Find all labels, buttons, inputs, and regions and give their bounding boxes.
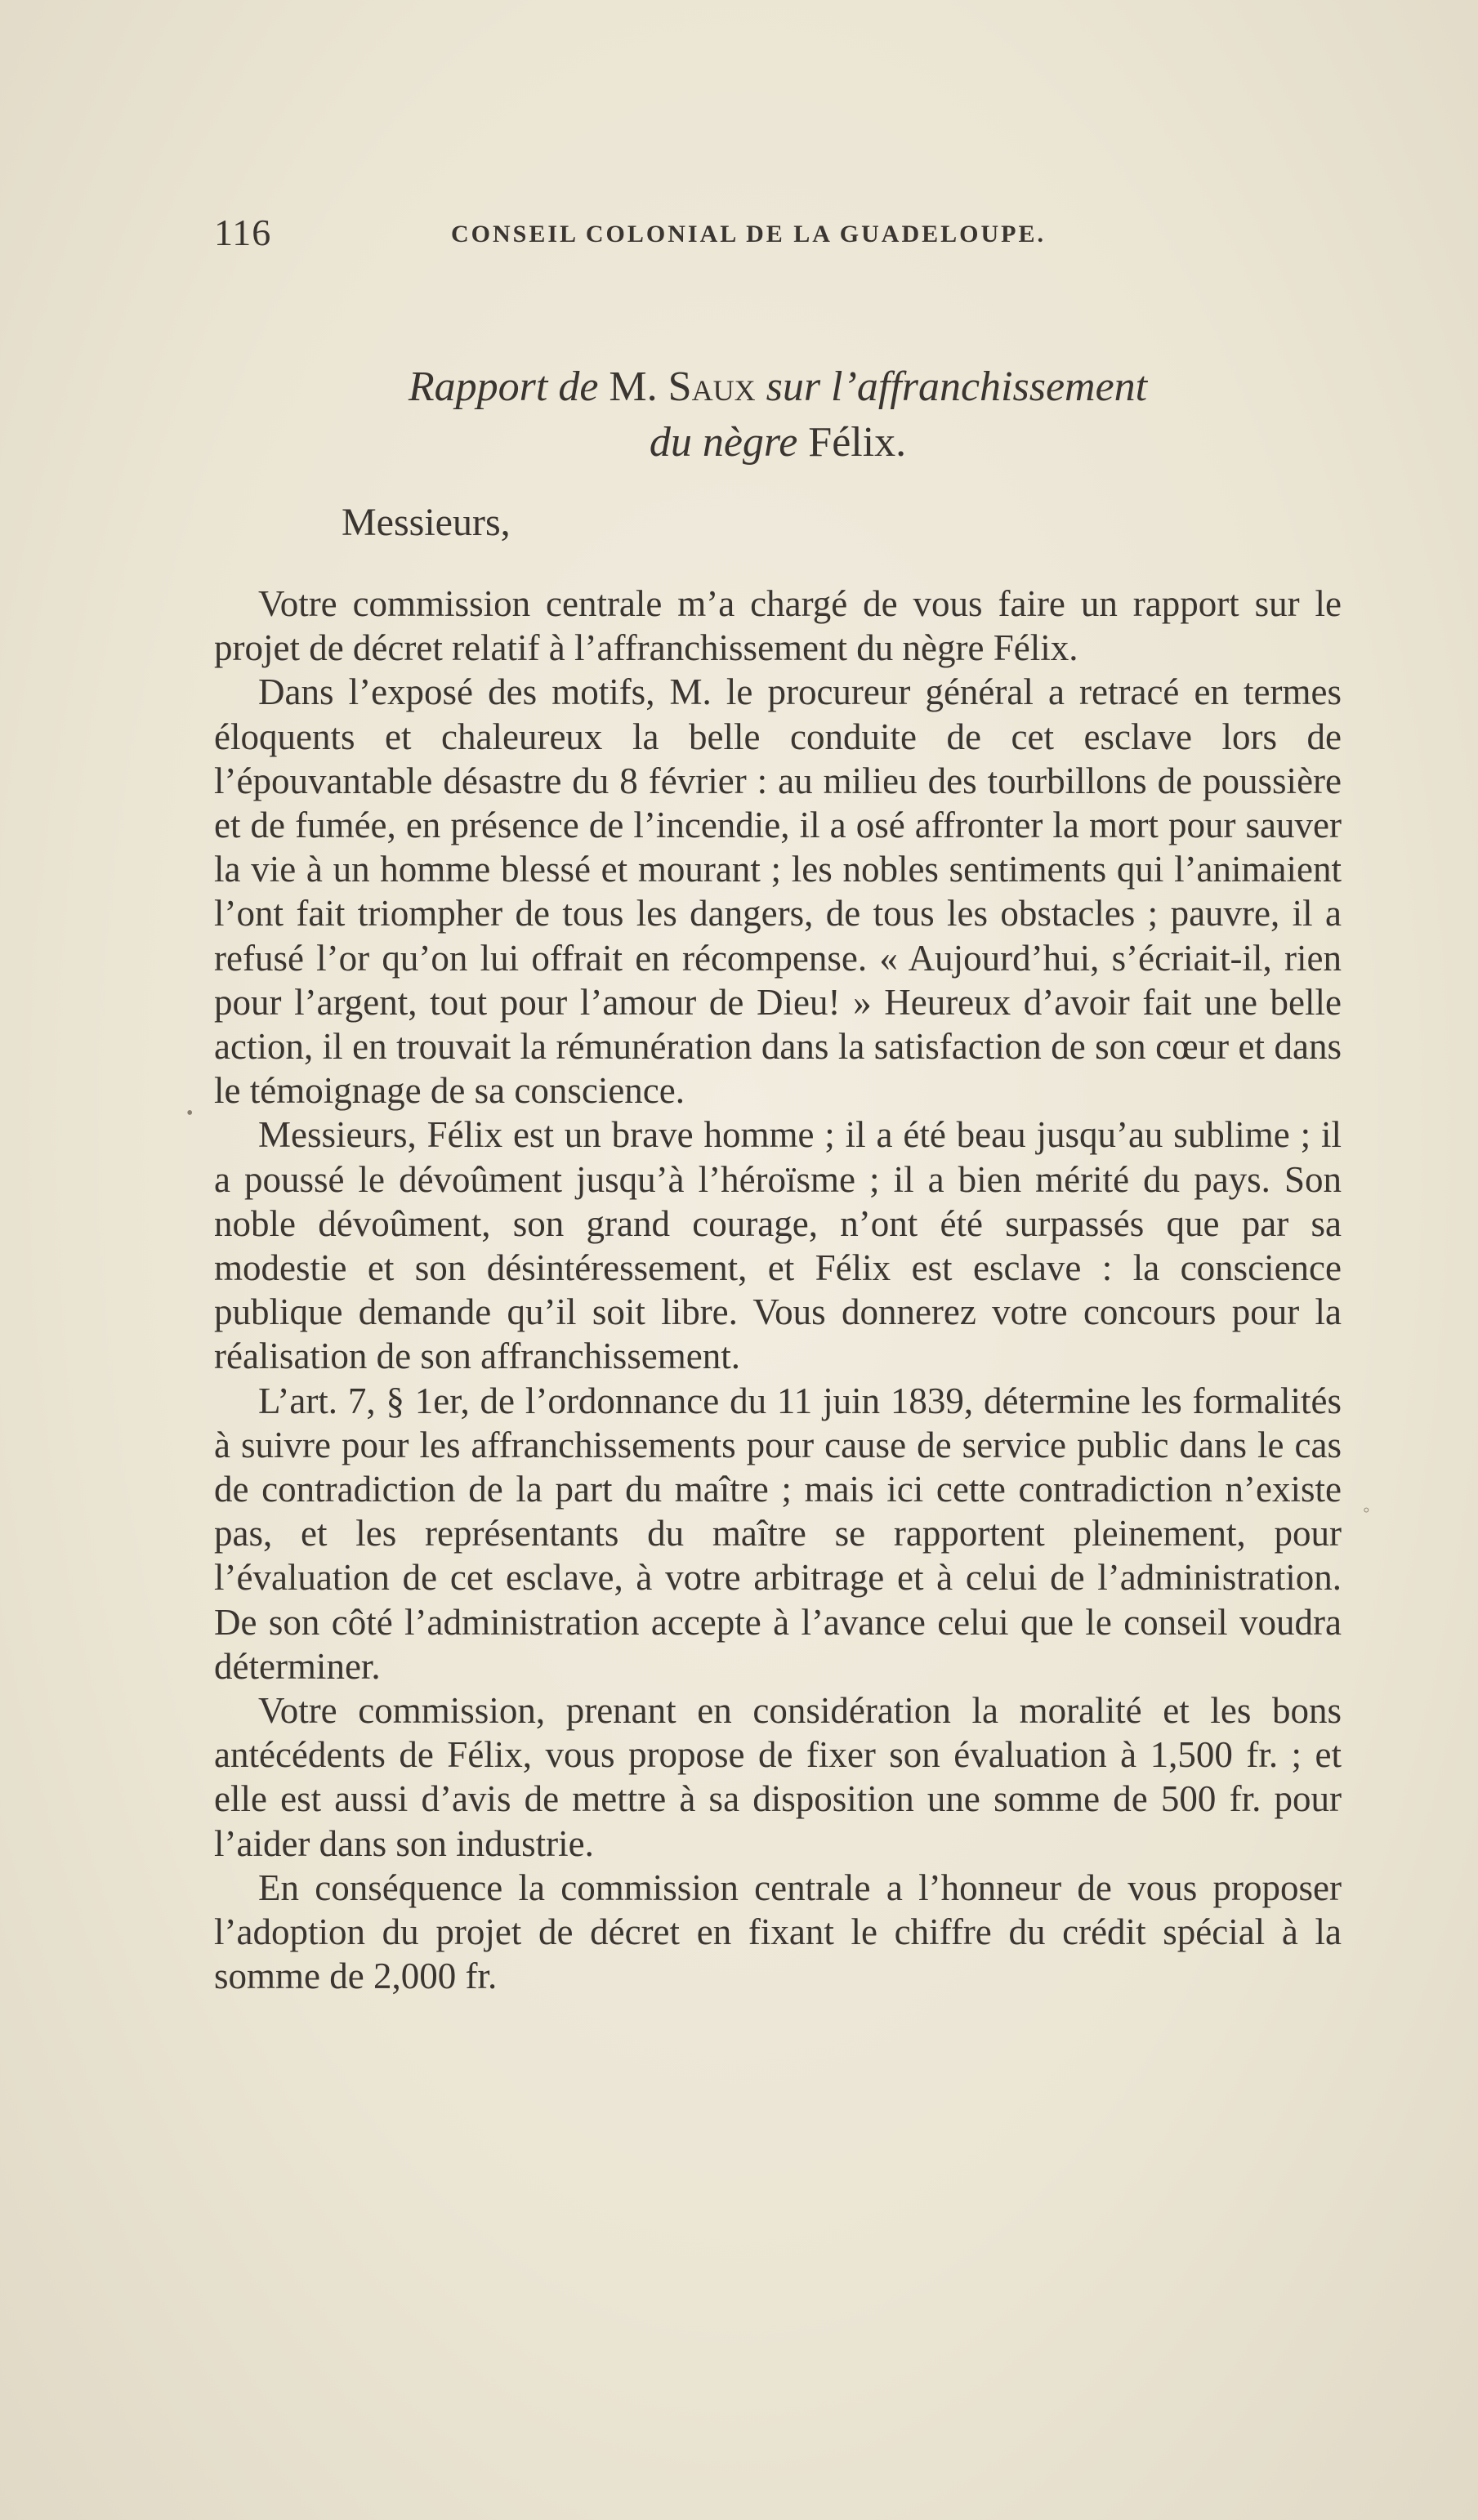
paragraph-6: En conséquence la commission centrale a l’honneur de vous proposer l’adoption du projet de décret en fixant le chiffre du crédit spécial à la somme de 2,000 fr. bbox=[214, 1867, 1342, 1997]
salutation: Messieurs, bbox=[342, 501, 511, 544]
margin-speck-icon: • bbox=[186, 1103, 194, 1124]
report-title bbox=[214, 359, 1342, 471]
paragraph-1: Votre commission centrale m’a chargé de vous faire un rapport sur le projet de décret relatif à l’affranchissement du nègre Félix. bbox=[214, 583, 1342, 669]
title-line-1 bbox=[214, 359, 1342, 415]
page-number: 116 bbox=[214, 212, 272, 253]
report-body bbox=[214, 582, 1342, 1999]
paragraph-5: Votre commission, prenant en considération la moralité et les bons antécédents de Félix, vous propose de fixer son évaluation à 1,500 fr. ; et elle est aussi d’avis de mettre à sa disposition une somme de 500 fr. pour l’aider dans son industrie. bbox=[214, 1690, 1342, 1864]
title-line-2 bbox=[214, 415, 1342, 471]
running-head: CONSEIL COLONIAL DE LA GUADELOUPE. bbox=[451, 221, 1046, 248]
title-felix: Félix. bbox=[797, 419, 907, 466]
page-header bbox=[214, 211, 1129, 260]
paragraph-3: Messieurs, Félix est un brave homme ; il a été beau jusqu’au sublime ; il a poussé le dévoûment jusqu’à l’héroïsme ; il a bien mérité du pays. Son noble dévoûment, son grand courage, n’ont été surpassés que par sa modestie et son désintéressement, et Félix est esclave : la conscience publique demande qu’il soit libre. Vous donnerez votre concours pour la réalisation de son affranchissement. bbox=[214, 1114, 1342, 1377]
paragraph-2: Dans l’exposé des motifs, M. le procureur général a retracé en termes éloquents et chaleureux la belle conduite de cet esclave lors de l’épouvantable désastre du 8 février : au milieu des tourbillons de poussière et de fumée, en présence de l’incendie, il a osé affronter la mort pour sauver la vie à un homme blessé et mourant ; les nobles sentiments qui l’animaient l’ont fait triompher de tous les dangers, de tous les obstacles ; pauvre, il a refusé l’or qu’on lui offrait en récompense. « Aujourd’hui, s’écriait-il, rien pour l’argent, tout pour l’amour de Dieu! » Heureux d’avoir fait une belle action, il en trouvait la rémunération dans la satisfaction de son cœur et dans le témoignage de sa conscience. bbox=[214, 671, 1342, 1112]
paragraph-4: L’art. 7, § 1er, de l’ordonnance du 11 juin 1839, détermine les formalités à suivre pour les affranchissements pour cause de service public dans le cas de contradiction de la part du maître ; mais ici cette contradiction n’existe pas, et les représentants du maître se rapportent pleinement, pour l’évaluation de cet esclave, à votre arbitrage et à celui de l’administration. De son côté l’administration accepte à l’avance celui que le conseil voudra déterminer. bbox=[214, 1380, 1342, 1687]
margin-speck-icon: ◦ bbox=[1363, 1500, 1370, 1521]
title-rapport: Rapport de bbox=[408, 364, 599, 410]
title-subject: sur l’affranchissement bbox=[755, 364, 1148, 410]
title-negre: du nègre bbox=[649, 419, 798, 466]
title-author: Saux bbox=[668, 364, 756, 410]
title-monsieur: M. bbox=[598, 364, 668, 410]
